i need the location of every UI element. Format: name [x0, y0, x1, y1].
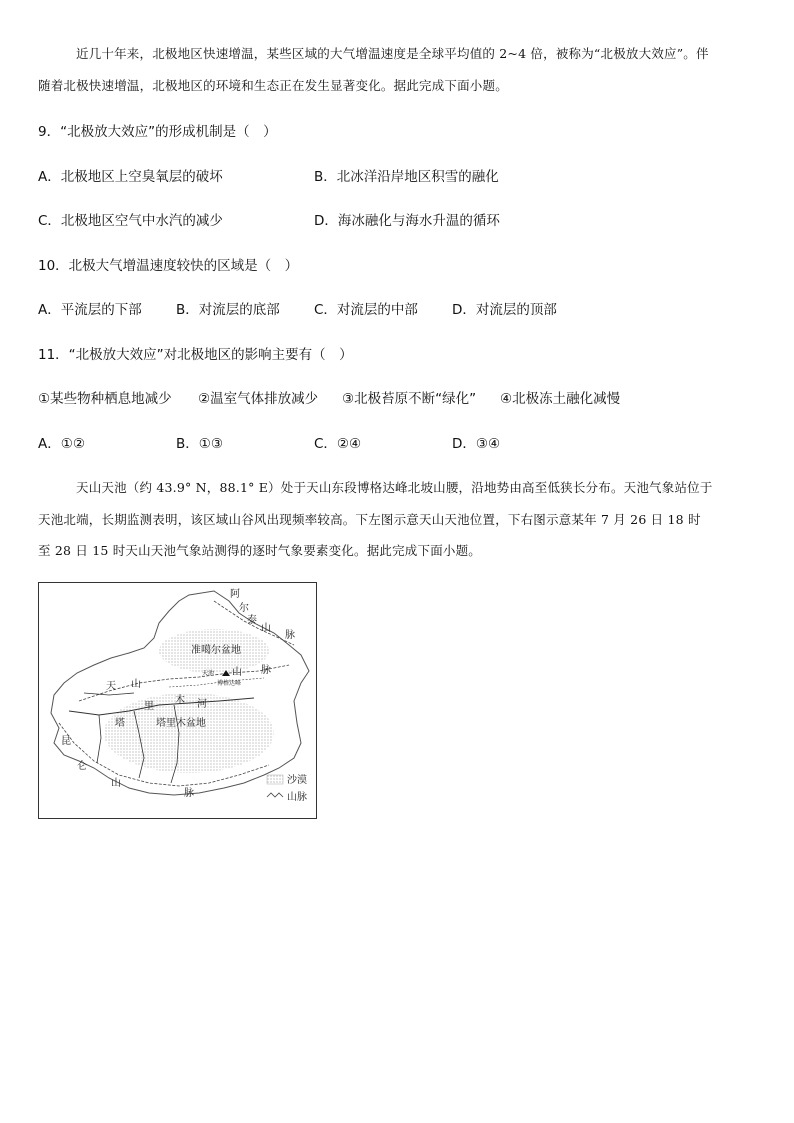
map-label-lun: 仑 [77, 761, 87, 772]
q11-statement-3: ③北极苔原不断“绿化” [342, 391, 477, 407]
map-label-li: 里 [144, 701, 154, 712]
q11-statement-4: ④北极冻土融化减慢 [500, 391, 621, 407]
legend-desert-label: 沙漠 [287, 775, 307, 786]
q11-option-b: B．①③ [176, 436, 223, 452]
q10-option-d: D．对流层的顶部 [452, 302, 557, 318]
map-label-bogda: 博格达峰 [217, 680, 242, 687]
q10-stem: 10．北极大气增温速度较快的区域是（ ） [38, 258, 299, 274]
map-label-he: 河 [197, 699, 207, 710]
q9-option-c: C．北极地区空气中水汽的减少 [38, 213, 223, 229]
q9-option-d: D．海冰融化与海水升温的循环 [314, 213, 500, 229]
map-label-kl-mai: 脉 [184, 788, 194, 799]
legend-mountain-label: 山脉 [287, 792, 307, 803]
legend-mountain-symbol [267, 793, 283, 797]
tianshan-tianchi-location-map [38, 582, 317, 819]
passage1-line1: 近几十年来，北极地区快速增温，某些区域的大气增温速度是全球平均值的 2~4 倍，被称为“北极放大效应”。伴 [76, 46, 709, 61]
passage2-line2: 天池北端，长期监测表明，该区域山谷风出现频率较高。下左图示意天山天池位置，下右图示意某年 7 月 26 日 18 时 [38, 512, 701, 527]
q11-option-a: A．①② [38, 436, 85, 452]
passage2-line3: 至 28 日 15 时天山天池气象站测得的逐时气象要素变化。据此完成下面小题。 [38, 543, 482, 558]
q11-stem: 11．“北极放大效应”对北极地区的影响主要有（ ） [38, 347, 353, 363]
q10-option-a: A．平流层的下部 [38, 302, 142, 318]
map-label-junggar: 准噶尔盆地 [191, 645, 241, 656]
map-label-altai-shan: 山 [261, 623, 271, 634]
map-label-ts-shan: 山 [232, 667, 242, 678]
river-tributary-3 [97, 715, 101, 763]
q9-stem: 9．“北极放大效应”的形成机制是（ ） [38, 124, 277, 140]
map-svg [39, 583, 316, 818]
map-label-altai-mai: 脉 [285, 630, 295, 641]
legend-desert-swatch [267, 775, 283, 784]
map-label-a: 阿 [230, 589, 240, 600]
q10-option-c: C．对流层的中部 [314, 302, 418, 318]
river-tributary-4 [84, 693, 134, 695]
map-label-tai: 泰 [247, 615, 257, 626]
map-label-tianchi: 天池 [202, 670, 215, 677]
q9-option-a: A．北极地区上空臭氧层的破坏 [38, 169, 223, 185]
map-label-mu: 木 [175, 695, 185, 706]
q10-option-b: B．对流层的底部 [176, 302, 280, 318]
q11-option-d: D．③④ [452, 436, 501, 452]
map-label-tian: 天 [106, 681, 116, 692]
map-label-tian-shan: 山 [131, 679, 141, 690]
q11-statement-1: ①某些物种栖息地减少 [38, 391, 172, 407]
map-label-kun: 昆 [61, 736, 71, 747]
q9-option-b: B．北冰洋沿岸地区积雪的融化 [314, 169, 499, 185]
q11-option-c: C．②④ [314, 436, 362, 452]
passage2-line1: 天山天池（约 43.9° N，88.1° E）处于天山东段博格达峰北坡山腰，沿地势由高至低狭长分布。天池气象站位于 [76, 480, 713, 495]
map-label-ta: 塔 [115, 718, 125, 729]
map-label-kl-shan: 山 [111, 778, 121, 789]
passage1-line2: 随着北极快速增温，北极地区的环境和生态正在发生显著变化。据此完成下面小题。 [38, 78, 508, 93]
map-label-tarim: 塔里木盆地 [156, 718, 206, 729]
tarim-desert [104, 693, 274, 773]
map-label-ts-mai: 脉 [261, 665, 271, 676]
map-label-er: 尔 [239, 603, 249, 614]
q11-statement-2: ②温室气体排放减少 [198, 391, 319, 407]
